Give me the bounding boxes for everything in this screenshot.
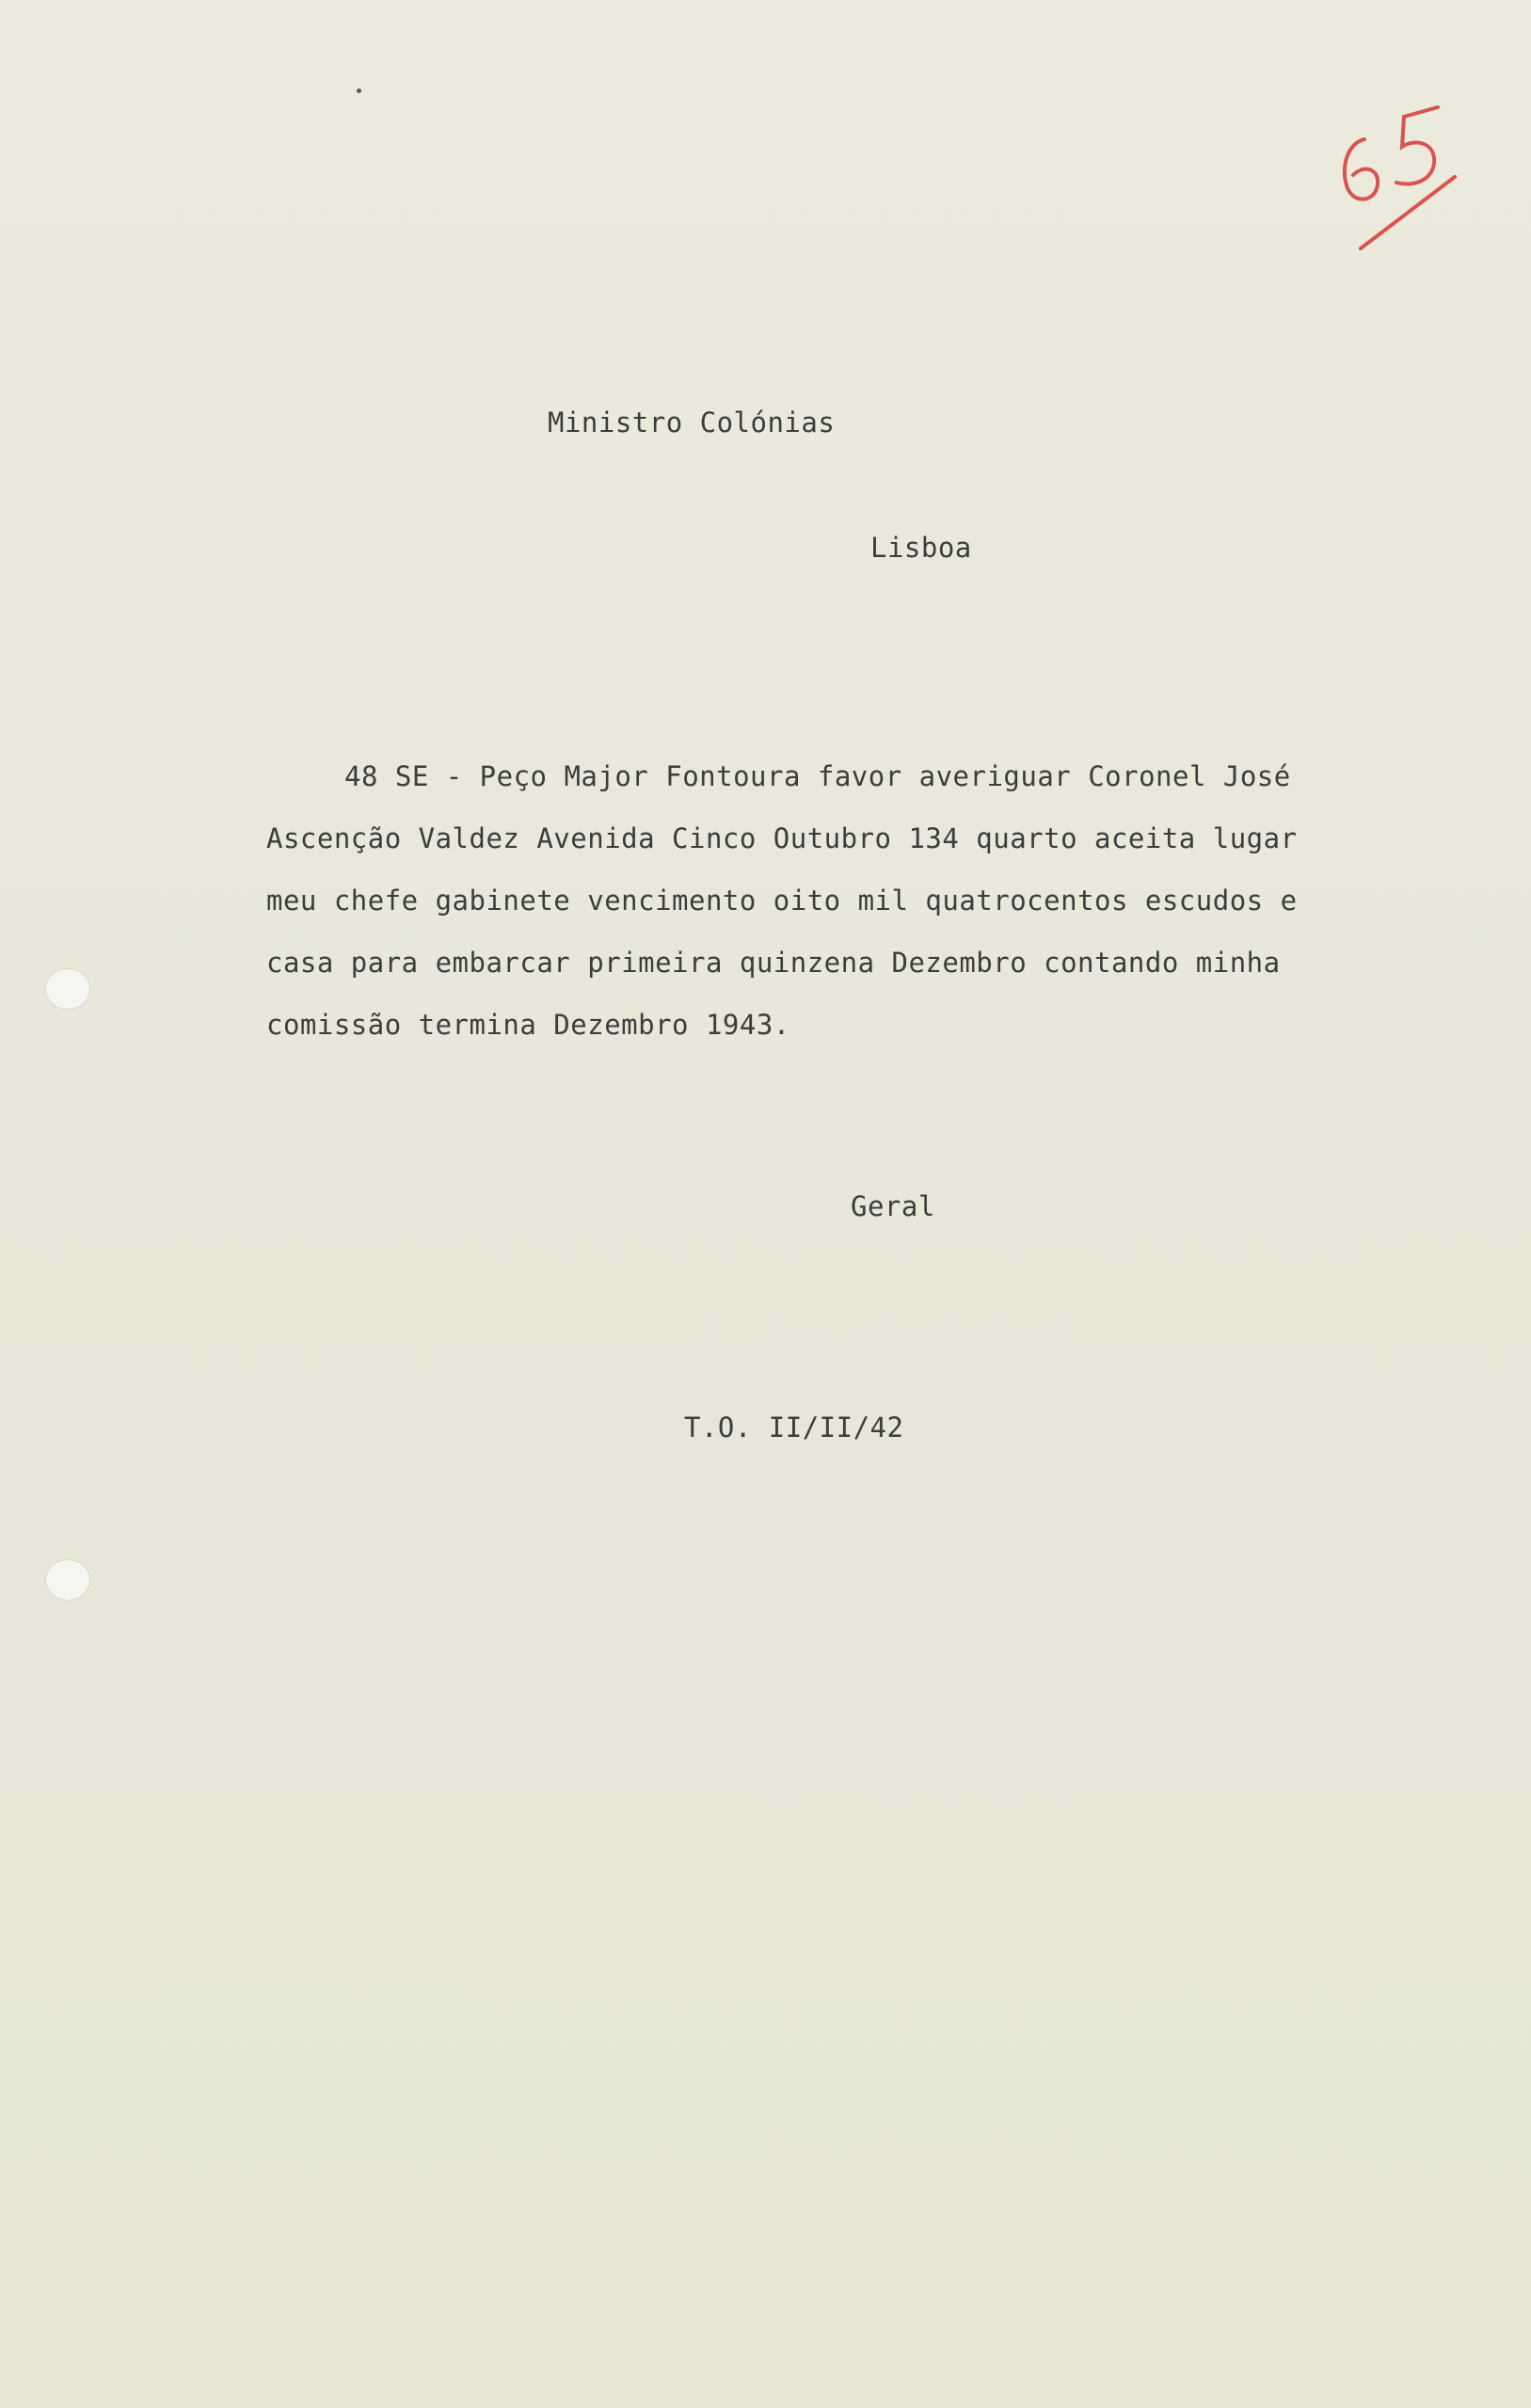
body-line-3: meu chefe gabinete vencimento oito mil quatrocentos escudos e (266, 885, 1298, 917)
recipient-line: Ministro Colónias (548, 407, 836, 439)
body-line-1: 48 SE - Peço Major Fontoura favor averiguar Coronel José (344, 760, 1291, 792)
paper-speck (357, 88, 361, 93)
body-line-4: casa para embarcar primeira quinzena Dezembro contando minha (266, 947, 1281, 979)
body-line-5: comissão termina Dezembro 1943. (266, 1009, 790, 1041)
folio-number-annotation (1327, 94, 1468, 254)
handwritten-folio-65 (1327, 94, 1468, 254)
date-reference: T.O. II/II/42 (684, 1411, 904, 1443)
message-body (266, 745, 1433, 1056)
city-line: Lisboa (870, 532, 972, 564)
body-line-2: Ascenção Valdez Avenida Cinco Outubro 134 quarto aceita lugar (266, 822, 1298, 854)
punch-hole-bottom (46, 1560, 89, 1600)
closing-signature: Geral (851, 1190, 935, 1222)
punch-hole-top (46, 969, 89, 1009)
